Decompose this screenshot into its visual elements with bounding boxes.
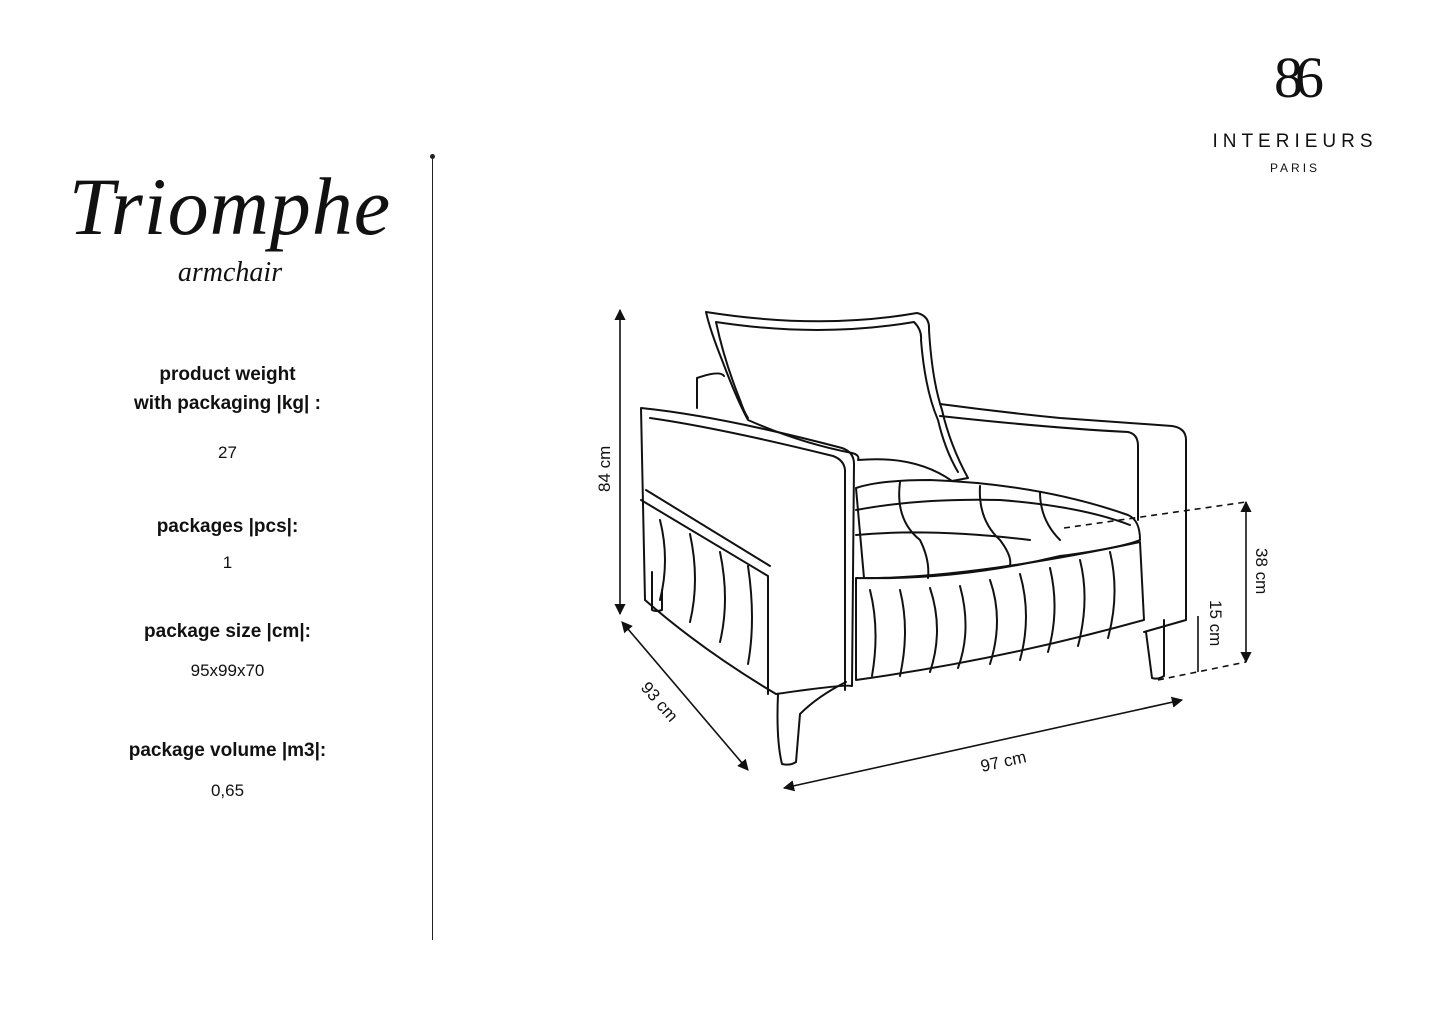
floor-extension-dashed: [1158, 662, 1246, 680]
backrest-left-edge: [697, 373, 724, 408]
dimension-lines: [620, 310, 1246, 788]
spec-label-weight-line2: with packaging |kg| :: [134, 393, 321, 414]
depth-label: 93 cm: [636, 678, 682, 726]
width-label: 97 cm: [978, 747, 1029, 776]
spec-label-weight-line1: product weight: [159, 364, 296, 385]
brand-name: INTERIEURS: [1212, 131, 1378, 152]
right-arm: [940, 404, 1186, 632]
product-title: Triomphe: [68, 161, 392, 252]
brand-city: PARIS: [1269, 161, 1321, 175]
height-label: 84 cm: [595, 445, 614, 492]
seat-base: [856, 542, 1144, 680]
spec-value-package-size: 95x99x70: [190, 661, 265, 680]
spec-value-packages: 1: [222, 553, 233, 572]
left-arm-outer: [641, 408, 854, 694]
product-type: armchair: [177, 257, 283, 288]
seat-tufting: [856, 482, 1130, 578]
armchair-outline: [641, 312, 1186, 765]
left-arm-inner: [650, 418, 845, 690]
spec-value-weight: 27: [218, 443, 237, 462]
spec-label-packages: packages |pcs|:: [156, 516, 299, 537]
spec-value-package-volume: 0,65: [210, 781, 245, 800]
dimension-labels: [595, 446, 1271, 776]
leg-height-label: 15 cm: [1206, 600, 1225, 647]
seat-extension-dashed: [1064, 502, 1246, 528]
brand-monogram: 86: [1274, 45, 1316, 110]
depth-dimension-line: [622, 622, 748, 770]
left-base-pleats: [660, 520, 752, 664]
back-cushion: [706, 312, 968, 481]
spec-label-package-volume: package volume |m3|:: [128, 740, 327, 761]
front-left-leg: [778, 682, 847, 765]
seat-height-label: 38 cm: [1252, 548, 1271, 595]
seat-base-pleats: [870, 552, 1115, 676]
spec-label-package-size: package size |cm|:: [144, 621, 311, 642]
back-left-leg: [652, 572, 662, 611]
